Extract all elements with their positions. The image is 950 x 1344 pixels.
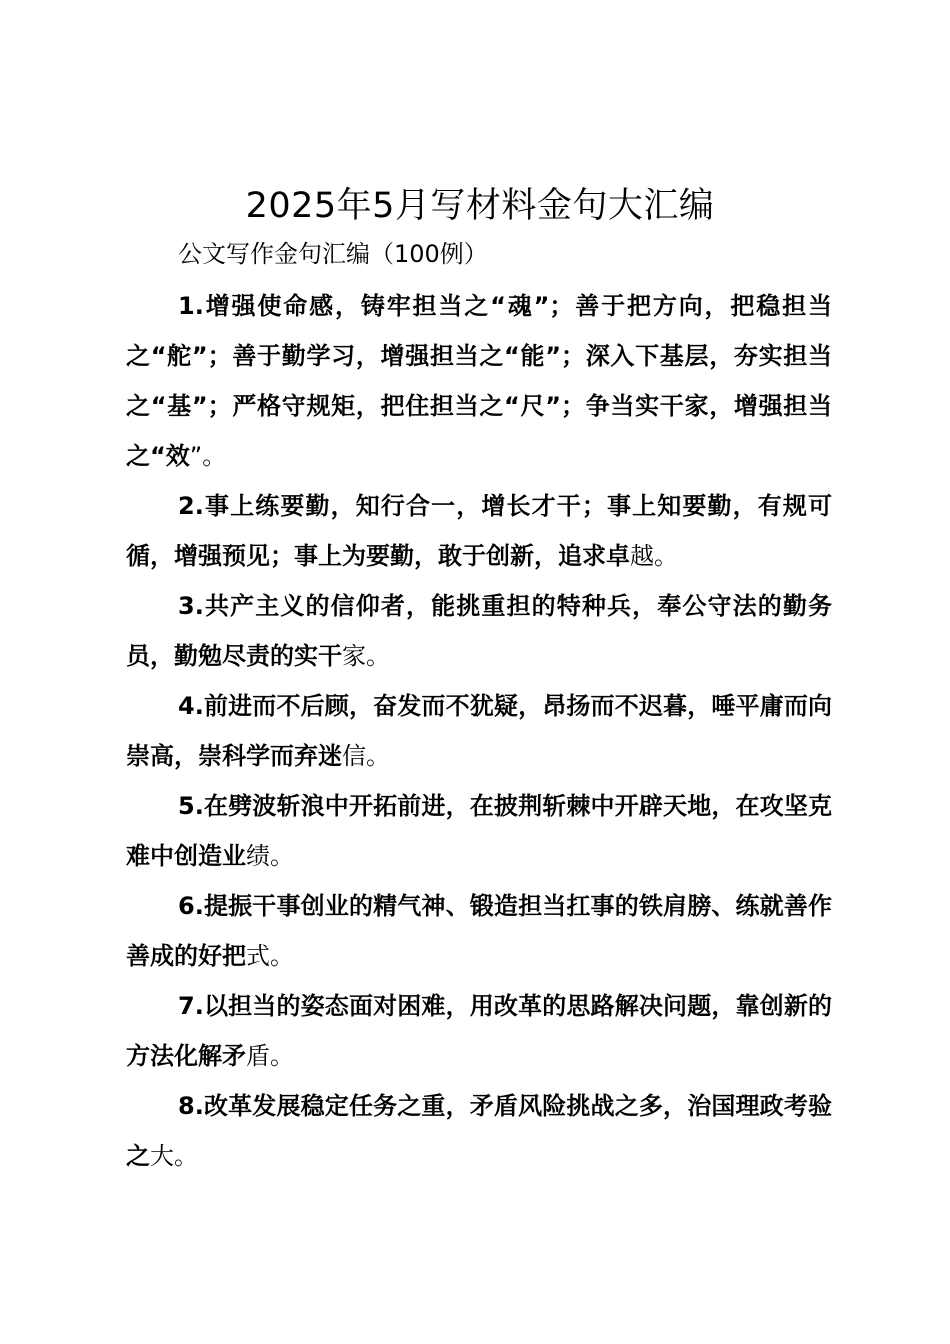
- list-item: [126, 681, 832, 781]
- document-body: [126, 281, 832, 1181]
- item-text: 前进而不后顾，奋发而不犹疑，昂扬而不迟暮，唾平庸而向崇高，崇科学而弃迷: [126, 692, 832, 770]
- item-tail: 大。: [150, 1142, 198, 1170]
- item-tail: ”。: [189, 442, 227, 470]
- item-text: 共产主义的信仰者，能挑重担的特种兵，奉公守法的勤务员，勤勉尽责的实干: [126, 592, 832, 670]
- list-item: [126, 481, 832, 581]
- item-tail: 绩。: [246, 842, 294, 870]
- item-tail: 越。: [630, 542, 678, 570]
- item-number: 1.: [178, 292, 204, 320]
- list-item: [126, 881, 832, 981]
- list-item: [126, 1081, 832, 1181]
- item-number: 3.: [178, 592, 204, 620]
- item-tail: 式。: [246, 942, 294, 970]
- document-title: 2025年5月写材料金句大汇编: [245, 186, 715, 226]
- item-number: 6.: [178, 892, 204, 920]
- item-text: 在劈波斩浪中开拓前进，在披荆斩棘中开辟天地，在攻坚克难中创造业: [126, 792, 832, 870]
- list-item: [126, 781, 832, 881]
- item-number: 5.: [178, 792, 204, 820]
- item-tail: 盾。: [246, 1042, 294, 1070]
- list-item: [126, 281, 832, 481]
- item-number: 2.: [178, 492, 204, 520]
- item-text: 事上练要勤，知行合一，增长才干；事上知要勤，有规可循，增强预见；事上为要勤，敢于创新，追求卓: [126, 492, 832, 570]
- document-subtitle: 公文写作金句汇编（100例）: [178, 240, 488, 268]
- item-number: 4.: [178, 692, 204, 720]
- list-item: [126, 981, 832, 1081]
- item-text: 以担当的姿态面对困难，用改革的思路解决问题，靠创新的方法化解矛: [126, 992, 832, 1070]
- item-text: 改革发展稳定任务之重，矛盾风险挑战之多，治国理政考验之: [126, 1092, 832, 1170]
- item-text: 提振干事创业的精气神、锻造担当扛事的铁肩膀、练就善作善成的好把: [126, 892, 832, 970]
- item-tail: 家。: [342, 642, 390, 670]
- item-number: 8.: [178, 1092, 204, 1120]
- item-tail: 信。: [342, 742, 390, 770]
- item-text: 增强使命感，铸牢担当之“魂”；善于把方向，把稳担当之“舵”；善于勤学习，增强担当之“能”；深入下基层，夯实担当之“基”；严格守规矩，把住担当之“尺”；争当实干家，增强担当之“效: [126, 292, 832, 470]
- item-number: 7.: [178, 992, 204, 1020]
- list-item: [126, 581, 832, 681]
